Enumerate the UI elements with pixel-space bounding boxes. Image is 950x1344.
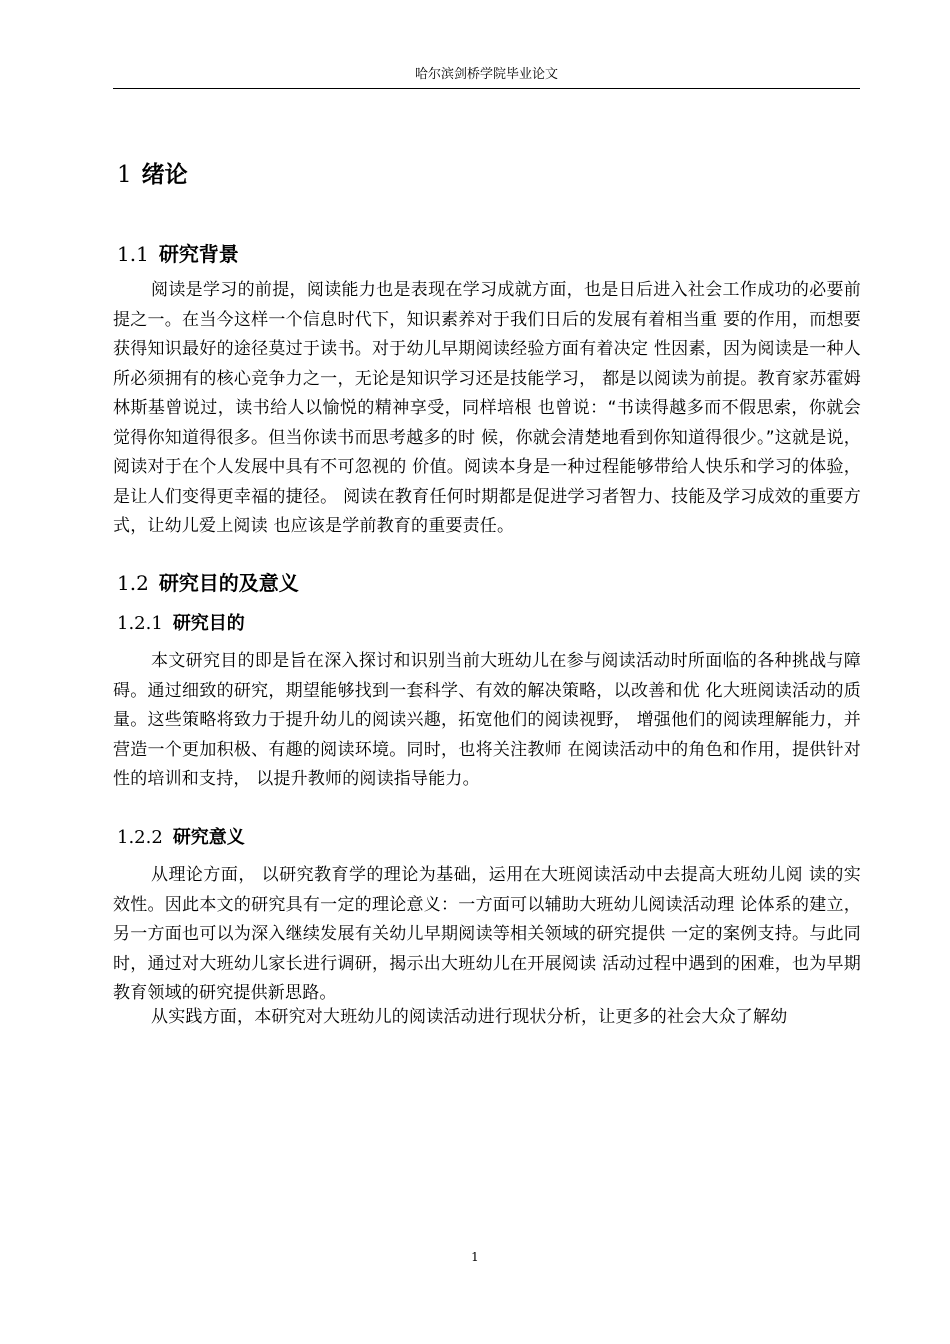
paragraph-purpose: 本文研究目的即是旨在深入探讨和识别当前大班幼儿在参与阅读活动时所面临的各种挑战与障碍。通过细致的研究，期望能够找到一套科学、有效的解决策略，以改善和优 化大班阅读活动的质量。这些策略将致力于提升幼儿的阅读兴趣，拓宽他们的阅读视野， 增强他们的阅读理解能力，并营造一个更加积极、有趣的阅读环境。同时，也将关注教师 在阅读活动中的角色和作用，提供针对性的培训和支持， 以提升教师的阅读指导能力。 bbox=[113, 651, 861, 789]
paragraph-significance-practice: 从实践方面，本研究对大班幼儿的阅读活动进行现状分析，让更多的社会大众了解幼 bbox=[151, 1007, 788, 1027]
subsection-title: 研究意义 bbox=[172, 827, 245, 848]
subsection-number: 1.2.1 bbox=[117, 613, 163, 634]
section-heading-purpose-significance bbox=[117, 569, 299, 597]
header-rule bbox=[113, 88, 860, 89]
chapter-number: 1 bbox=[117, 162, 132, 188]
section-title: 研究目的及意义 bbox=[158, 571, 299, 595]
page-number: 1 bbox=[471, 1250, 479, 1264]
chapter-title: 绪论 bbox=[141, 162, 188, 188]
paragraph-background: 阅读是学习的前提，阅读能力也是表现在学习成就方面，也是日后进入社会工作成功的必要前提之一。在当今这样一个信息时代下，知识素养对于我们日后的发展有着相当重 要的作用，而想要获得知识最好的途径莫过于读书。对于幼儿早期阅读经验方面有着决定 性因素，因为阅读是一种人所必须拥有的核心竞争力之一，无论是知识学习还是技能学习， 都是以阅读为前提。教育家苏霍姆林斯基曾说过，读书给人以愉悦的精神享受，同样培根 也曾说：“书读得越多而不假思索，你就会觉得你知道得很多。但当你读书而思考越多的时 候，你就会清楚地看到你知道得很少。”这就是说，阅读对于在个人发展中具有不可忽视的 价值。阅读本身是一种过程能够带给人快乐和学习的体验，是让人们变得更幸福的捷径。 阅读在教育任何时期都是促进学习者智力、技能及学习成效的重要方式，让幼儿爱上阅读 也应该是学前教育的重要责任。 bbox=[113, 280, 861, 536]
subsection-heading-purpose bbox=[117, 611, 245, 637]
chapter-heading bbox=[117, 160, 188, 190]
section-heading-background bbox=[117, 240, 239, 268]
subsection-title: 研究目的 bbox=[172, 613, 245, 634]
section-number: 1.2 bbox=[117, 571, 149, 595]
section-number: 1.1 bbox=[117, 242, 149, 266]
subsection-heading-significance bbox=[117, 825, 245, 851]
subsection-number: 1.2.2 bbox=[117, 827, 163, 848]
running-header: 哈尔滨剑桥学院毕业论文 bbox=[414, 67, 558, 82]
paragraph-significance-theory: 从理论方面， 以研究教育学的理论为基础，运用在大班阅读活动中去提高大班幼儿阅 读的实效性。因此本文的研究具有一定的理论意义：一方面可以辅助大班幼儿阅读活动理 论体系的建立，另一方面也可以为深入继续发展有关幼儿早期阅读等相关领域的研究提供 一定的案例支持。与此同时，通过对大班幼儿家长进行调研，揭示出大班幼儿在开展阅读 活动过程中遇到的困难，也为早期教育领域的研究提供新思路。 bbox=[113, 865, 861, 1003]
section-title: 研究背景 bbox=[158, 242, 239, 266]
